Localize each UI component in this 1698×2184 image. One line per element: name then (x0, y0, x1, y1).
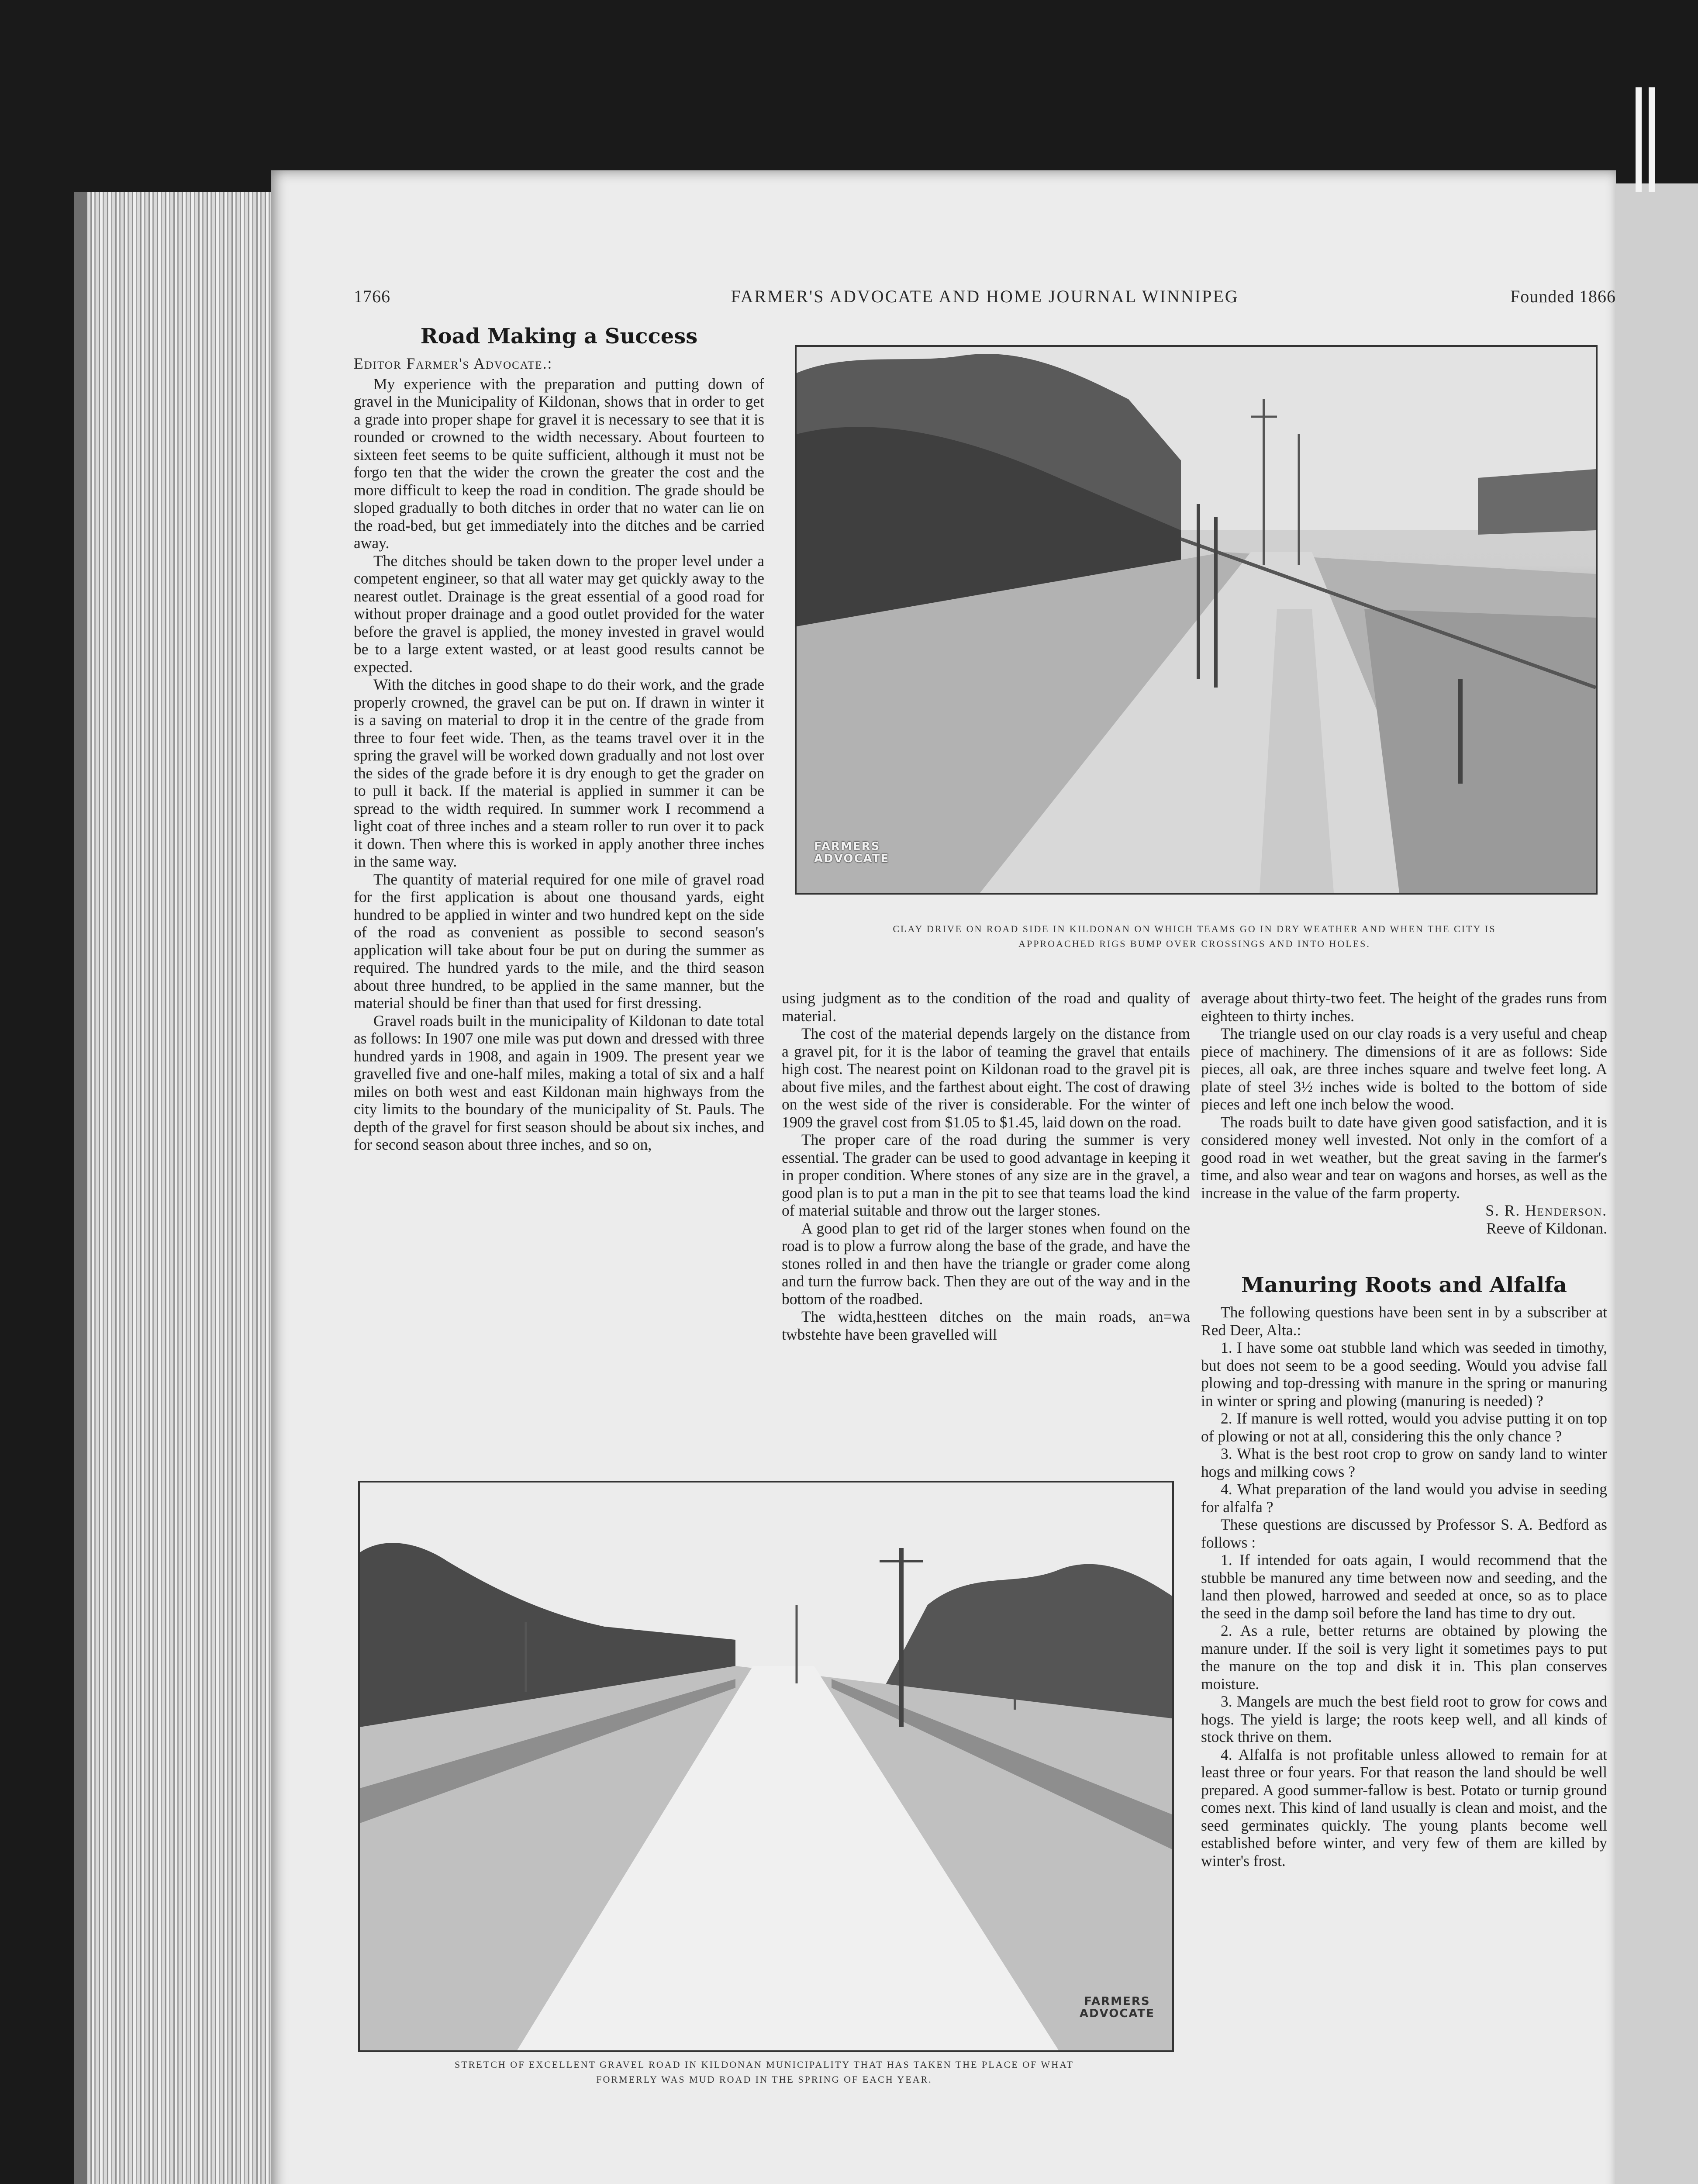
paragraph: 2. If manure is well rotted, would you advise putting it on top of plowing or not at all, considering this the only chance ? (1201, 1410, 1607, 1445)
scanner-glare (1636, 87, 1642, 192)
article-column-3 (1201, 989, 1607, 1870)
paragraph: Gravel roads built in the municipality of Kildonan to date total as follows: In 1907 one mile was put down and dressed with three hundred yards in 1908, and again in 1909. The present year we gravelled five and one-half miles, making a total of six and a half miles on both west and east Kildonan main highways from the city limits to the boundary of the municipality of St. Pauls. The depth of the gravel for first season should be about six inches, and for second season about three inches, and so on, (354, 1012, 764, 1153)
article-headline: Manuring Roots and Alfalfa (1241, 1273, 1567, 1297)
watermark-line: ADVOCATE (1079, 2007, 1155, 2020)
paragraph: The triangle used on our clay roads is a very useful and cheap piece of machinery. The dimensions of it are as follows: Side pieces, all oak, are three inches square and twelve feet long. A plate of steel 3½ inches wide is bolted to the bottom of side pieces and left one inch below the wood. (1201, 1025, 1607, 1113)
paragraph: 3. What is the best root crop to grow on sandy land to winter hogs and milking cows ? (1201, 1445, 1607, 1480)
caption-line: FORMERLY WAS MUD ROAD IN THE SPRING OF EACH YEAR. (596, 2074, 932, 2085)
paragraph: 1. I have some oat stubble land which was seeded in timothy, but does not seem to be a good seeding. Would you advise fall plowing and top-dressing with manure in the spring or manuring in winter or spring and plowing (manuring is needed) ? (1201, 1339, 1607, 1410)
road-scene-illustration (360, 1482, 1172, 2050)
paragraph: The proper care of the road during the summer is very essential. The grader can be used to good advantage in keeping it in proper condition. Where stones of any size are in the gravel, a good plan is to put a man in the pit to see that teams load the kind of material suitable and throw out the larger stones. (782, 1131, 1190, 1219)
paragraph: 4. Alfalfa is not profitable unless allowed to remain for at least three or four years. For that reason the land should be well prepared. A good summer-fallow is best. Potato or turnip ground comes next. This kind of land usually is clean and moist, and the seed germinates quickly. The young plants become well established before winter, and very few of them are killed by winter's frost. (1201, 1745, 1607, 1870)
caption-line: STRETCH OF EXCELLENT GRAVEL ROAD IN KILDONAN MUNICIPALITY THAT HAS TAKEN THE PLACE OF WHAT (455, 2059, 1074, 2070)
paragraph: using judgment as to the condition of the road and quality of material. (782, 989, 1190, 1025)
paragraph: My experience with the preparation and putting down of gravel in the Municipality of Kildonan, shows that in order to get a grade into proper shape for gravel it is necessary to see that it is rounded or crowned to the width necessary. About fourteen to sixteen feet seems to be quite sufficient, although it must not be forgo ten that the wider the crown the greater the cost and the more difficult to keep the road in condition. The grade should be sloped gradually to both ditches in order that no water can lie on the road-bed, but get immediately into the ditches and be carried away. (354, 375, 764, 552)
photo-caption (795, 922, 1594, 951)
paragraph: 1. If intended for oats again, I would recommend that the stubble be manured any time between now and seeding, and the land then plowed, harrowed and seeded at once, so as to place the seed in the damp soil before the land has time to dry out. (1201, 1551, 1607, 1622)
paragraph: 4. What preparation of the land would you advise in seeding for alfalfa ? (1201, 1480, 1607, 1516)
paragraph: The cost of the material depends largely on the distance from a gravel pit, for it is the labor of teaming the gravel that entails high cost. The nearest point on Kildonan road to the gravel pit is about five miles, and the farthest about eight. The cost of drawing on the west side of the river is considerable. For the winter of 1909 the gravel cost from $1.05 to $1.45, laid down on the road. (782, 1025, 1190, 1131)
page-header (354, 286, 1616, 312)
newspaper-page (271, 170, 1616, 2184)
photo-caption (358, 2057, 1170, 2087)
caption-line: APPROACHED RIGS BUMP OVER CROSSINGS AND INTO HOLES. (1018, 938, 1370, 949)
paragraph: average about thirty-two feet. The height of the grades runs from eighteen to thirty inches. (1201, 989, 1607, 1025)
gravel-road-photo (358, 1481, 1174, 2052)
watermark-line: FARMERS (814, 840, 880, 853)
clay-drive-photo (795, 345, 1598, 895)
paragraph: The following questions have been sent in by a subscriber at Red Deer, Alta.: (1201, 1303, 1607, 1339)
paragraph: 3. Mangels are much the best field root to grow for cows and hogs. The yield is large; the roots keep well, and all kinds of stock thrive on them. (1201, 1693, 1607, 1745)
watermark-line: ADVOCATE (814, 852, 890, 865)
book-page-edges (74, 192, 288, 2184)
paragraph: The quantity of material required for one mile of gravel road for the first application is about one thousand yards, eight hundred to be applied in winter and two hundred kept on the side of the road as convenient as possible to second season's application will take about four be put on during the summer as required. The hundred yards to the mile, and the third season about three hundred, to be applied in the same manner, but the material should be finer than that used for first dressing. (354, 870, 764, 1012)
paragraph: A good plan to get rid of the larger stones when found on the road is to plow a furrow along the base of the grade, and have the stones rolled in and then have the triangle or grader come along and turn the furrow back. Then they are out of the way and in the bottom of the roadbed. (782, 1219, 1190, 1308)
article-headline: Road Making a Success (420, 324, 698, 349)
paragraph: With the ditches in good shape to do their work, and the grade properly crowned, the gravel can be put on. If drawn in winter it is a saving on material to drop it in the centre of the grade from three to four feet wide. Then, as the teams travel over it in the spring the gravel will be worked down gradually and not lost over the sides of the grade before it is dry enough to get the grader on to pull it back. If the material is applied in summer it can be spread to the width required. In summer work I recommend a light coat of three inches and a steam roller to run over it to pack it down. Then where this is worked in apply another three inches in the same way. (354, 676, 764, 870)
paragraph: 2. As a rule, better returns are obtained by plowing the manure under. If the soil is very light it sometimes pays to put the manure on the top and disk it in. This plan conserves moisture. (1201, 1622, 1607, 1693)
paragraph: The widta,hestteen ditches on the main roads, an=wa twbstehte have been gravelled will (782, 1308, 1190, 1343)
article-column-1 (354, 323, 764, 1154)
article-byline: Editor Farmer's Advocate.: (354, 355, 553, 372)
author-signature: S. R. Henderson. (1485, 1202, 1607, 1219)
paragraph: The ditches should be taken down to the proper level under a competent engineer, so that all water may get quickly away to the nearest outlet. Drainage is the great essential of a good road for without proper drainage and a good outlet provided for the water before the gravel is applied, the money invested in gravel would be to a large extent wasted, or at least good results cannot be expected. (354, 552, 764, 676)
article-column-2 (782, 989, 1190, 1343)
paragraph: The roads built to date have given good satisfaction, and it is considered money well invested. Not only in the comfort of a good road in wet weather, but the great saving in the farmer's time, and also wear and tear on wagons and horses, as well as the increase in the value of the farm property. (1201, 1113, 1607, 1202)
founded-note: Founded 1866 (1510, 287, 1616, 306)
page-number: 1766 (354, 287, 390, 306)
farmers-advocate-watermark (1080, 1995, 1155, 2020)
farmers-advocate-watermark (814, 840, 889, 865)
author-title: Reeve of Kildonan. (1486, 1219, 1607, 1237)
paragraph: These questions are discussed by Professor S. A. Bedford as follows : (1201, 1516, 1607, 1551)
watermark-line: FARMERS (1084, 1995, 1150, 2008)
scanner-glare (1649, 87, 1655, 192)
facing-page-edge (1616, 183, 1698, 2184)
publication-title: FARMER'S ADVOCATE AND HOME JOURNAL WINNIPEG (731, 287, 1239, 306)
road-scene-illustration (797, 347, 1596, 893)
caption-line: CLAY DRIVE ON ROAD SIDE IN KILDONAN ON WHICH TEAMS GO IN DRY WEATHER AND WHEN THE CITY IS (893, 923, 1496, 934)
